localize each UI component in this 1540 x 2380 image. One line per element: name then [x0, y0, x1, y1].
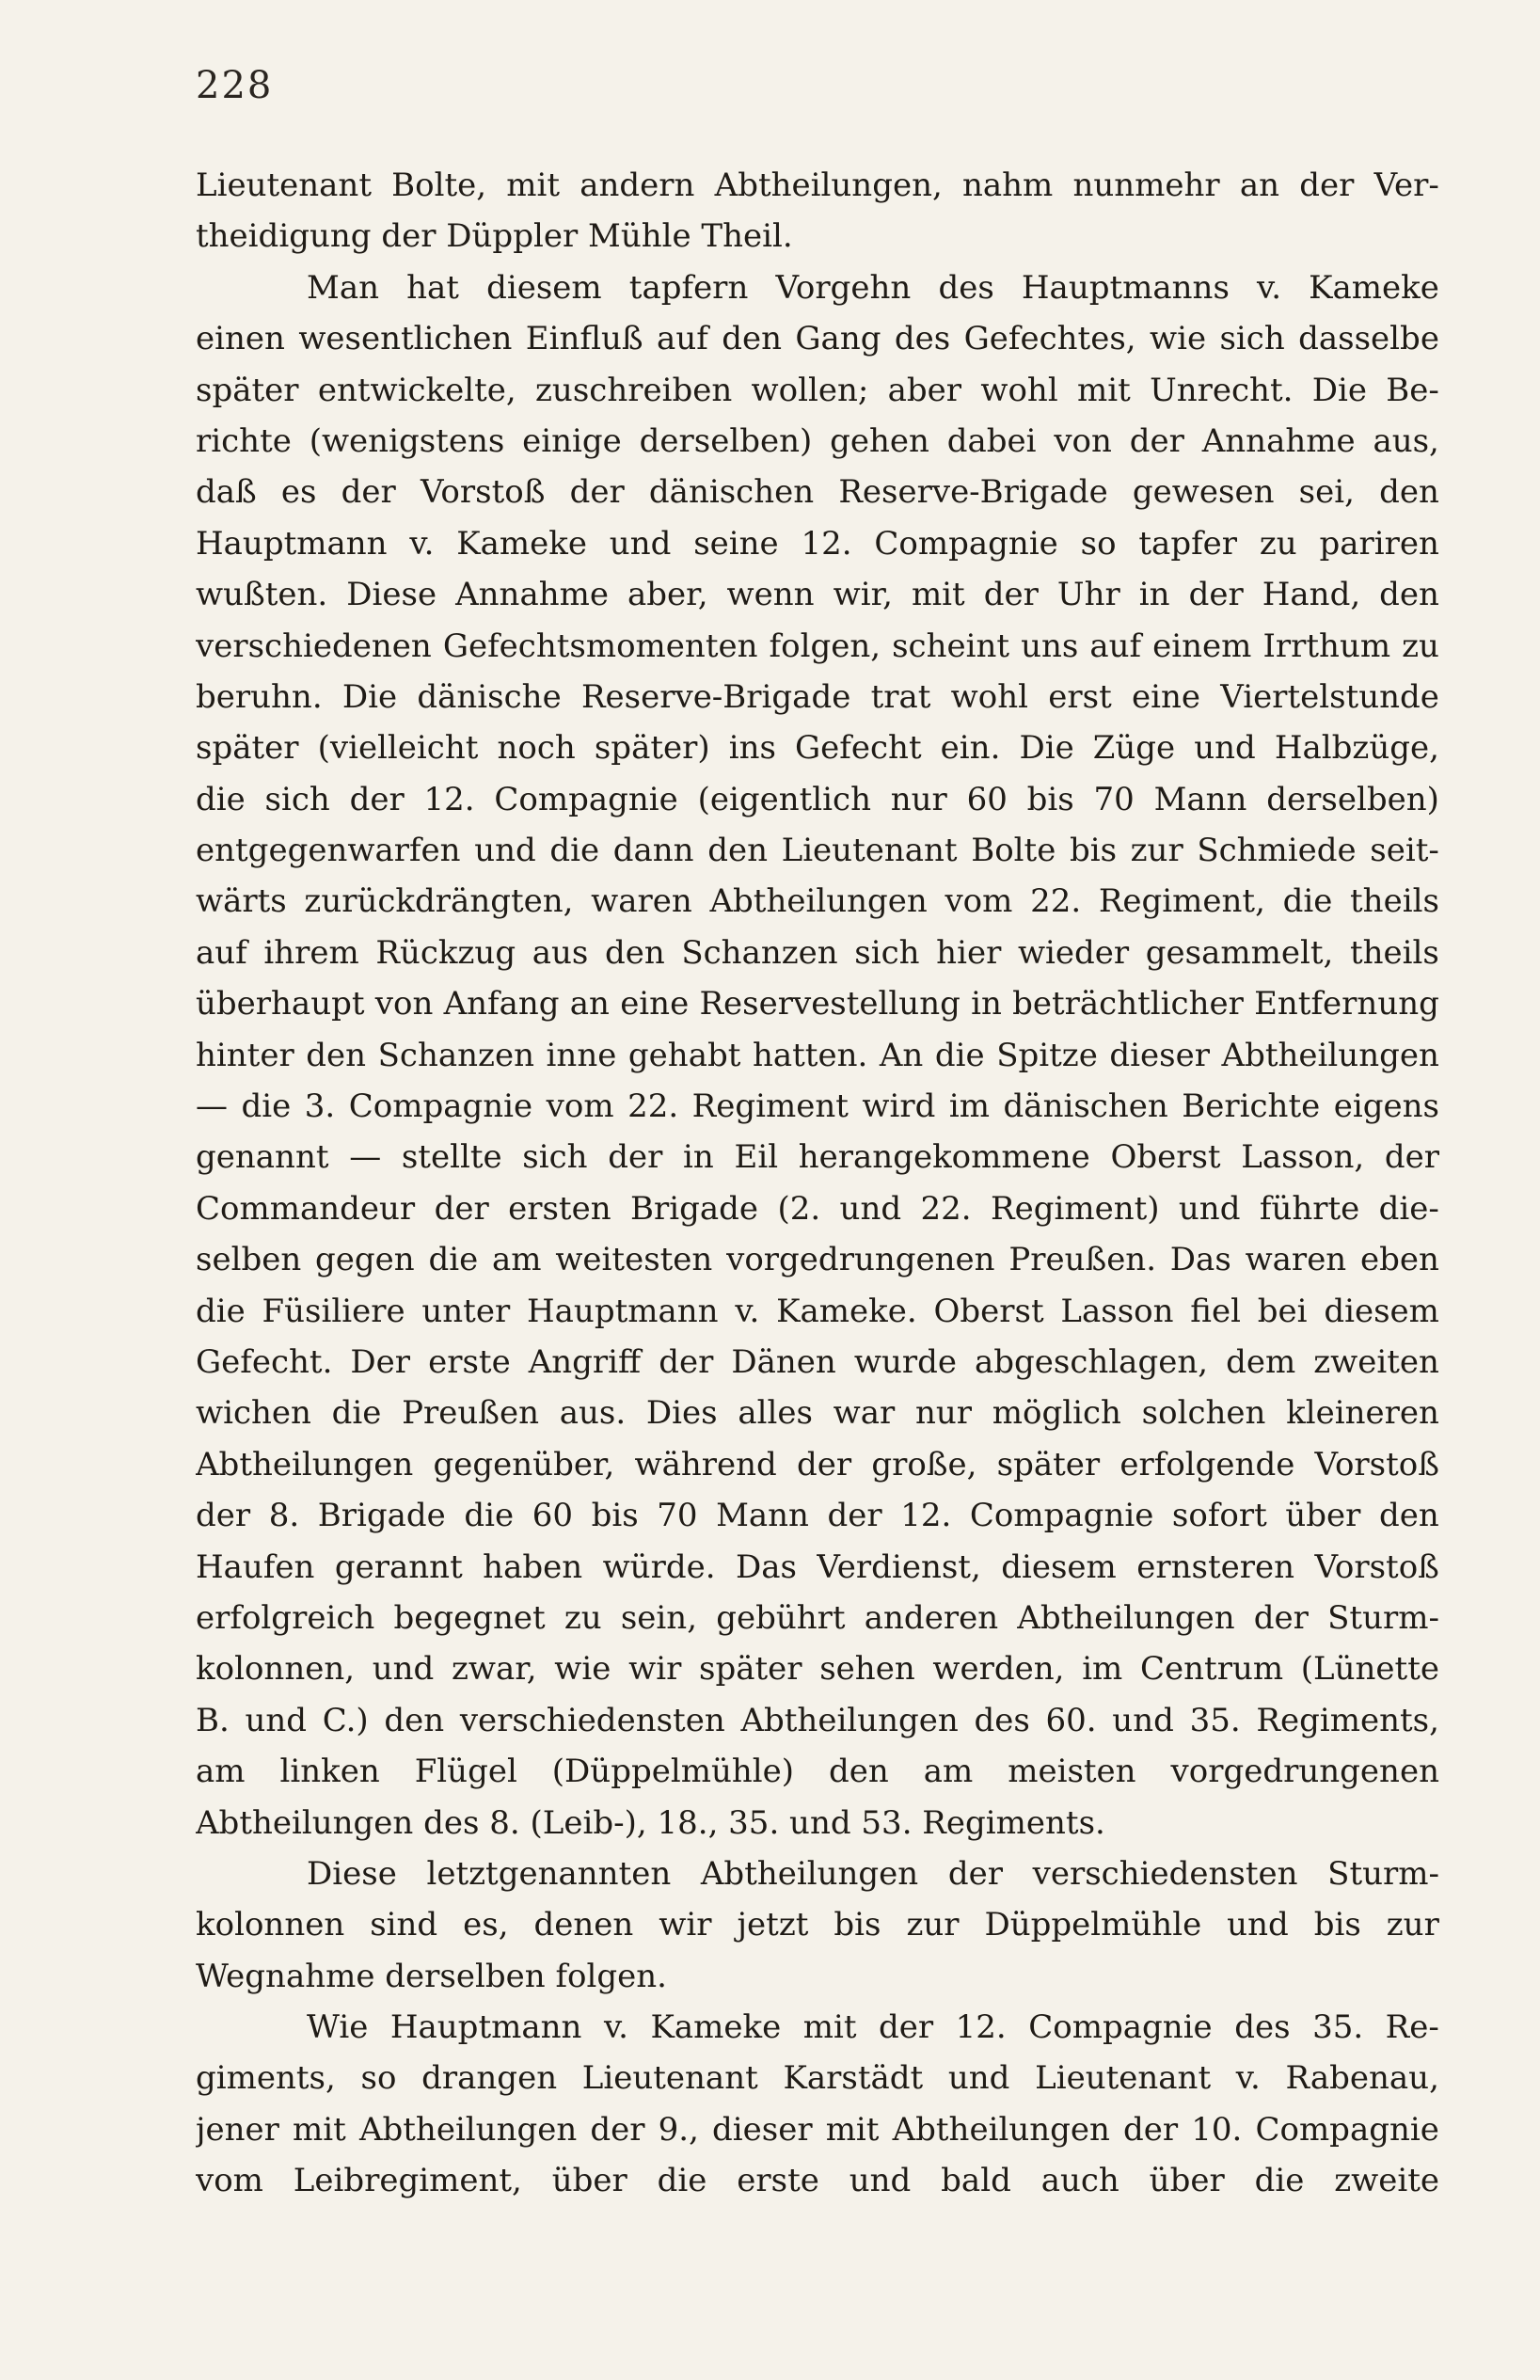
text-line: einen wesentlichen Einfluß auf den Gang des Gefechtes, wie sich dasselbe	[196, 320, 1439, 358]
text-line: die Füsiliere unter Hauptmann v. Kameke. Oberst Lasson fiel bei diesem	[196, 1292, 1439, 1330]
text-line: genannt — stellte sich der in Eil herangekommene Oberst Lasson, der	[196, 1138, 1439, 1177]
text-line: — die 3. Compagnie vom 22. Regiment wird im dänischen Berichte eigens	[196, 1087, 1439, 1126]
text-line: kolonnen, und zwar, wie wir später sehen werden, im Centrum (Lünette	[196, 1650, 1439, 1689]
text-line: später (vielleicht noch später) ins Gefecht ein. Die Züge und Halbzüge,	[196, 729, 1439, 768]
text-line: jener mit Abtheilungen der 9., dieser mit Abtheilungen der 10. Compagnie	[196, 2110, 1439, 2149]
text-line: richte (wenigstens einige derselben) gehen dabei von der Annahme aus,	[196, 421, 1439, 460]
text-line: theidigung der Düppler Mühle Theil.	[196, 217, 793, 256]
text-line: Haufen gerannt haben würde. Das Verdienst, diesem ernsteren Vorstoß	[196, 1547, 1439, 1586]
text-line: wichen die Preußen aus. Dies alles war nur möglich solchen kleineren	[196, 1394, 1439, 1433]
text-line: erfolgreich begegnet zu sein, gebührt anderen Abtheilungen der Sturm-	[196, 1598, 1439, 1637]
text-line: Man hat diesem tapfern Vorgehn des Hauptmanns v. Kameke	[307, 268, 1439, 307]
text-line: wußten. Diese Annahme aber, wenn wir, mit der Uhr in der Hand, den	[196, 576, 1439, 614]
text-line: verschiedenen Gefechtsmomenten folgen, scheint uns auf einem Irrthum zu	[196, 627, 1439, 665]
text-line: Abtheilungen gegenüber, während der große, später erfolgende Vorstoß	[196, 1445, 1439, 1484]
text-line: am linken Flügel (Düppelmühle) den am meisten vorgedrungenen	[196, 1753, 1439, 1791]
text-line: vom Leibregiment, über die erste und bald auch über die zweite	[196, 2162, 1439, 2200]
text-line: Wie Hauptmann v. Kameke mit der 12. Compagnie des 35. Re-	[307, 2008, 1439, 2047]
body-text	[196, 160, 1439, 2207]
text-line: wärts zurückdrängten, waren Abtheilungen vom 22. Regiment, die theils	[196, 882, 1439, 921]
text-line: Gefecht. Der erste Angriff der Dänen wurde abgeschlagen, dem zweiten	[196, 1342, 1439, 1381]
text-line: hinter den Schanzen inne gehabt hatten. An die Spitze dieser Abtheilungen	[196, 1036, 1439, 1074]
text-line: Abtheilungen des 8. (Leib-), 18., 35. und 53. Regiments.	[196, 1803, 1105, 1842]
text-line: Hauptmann v. Kameke und seine 12. Compagnie so tapfer zu pariren	[196, 524, 1439, 563]
page-number: 228	[196, 64, 274, 107]
text-line: die sich der 12. Compagnie (eigentlich nur 60 bis 70 Mann derselben)	[196, 780, 1439, 818]
text-line: Diese letztgenannten Abtheilungen der verschiedensten Sturm-	[307, 1854, 1439, 1893]
text-line: giments, so drangen Lieutenant Karstädt und Lieutenant v. Rabenau,	[196, 2059, 1439, 2098]
text-line: der 8. Brigade die 60 bis 70 Mann der 12. Compagnie sofort über den	[196, 1497, 1439, 1535]
text-line: entgegenwarfen und die dann den Lieutenant Bolte bis zur Schmiede seit-	[196, 832, 1439, 870]
text-line: Lieutenant Bolte, mit andern Abtheilungen, nahm nunmehr an der Ver-	[196, 167, 1439, 204]
text-line: kolonnen sind es, denen wir jetzt bis zur Düppelmühle und bis zur	[196, 1906, 1439, 1944]
text-line: überhaupt von Anfang an eine Reservestellung in beträchtlicher Entfernung	[196, 985, 1439, 1023]
text-line: Commandeur der ersten Brigade (2. und 22. Regiment) und führte die-	[196, 1189, 1439, 1228]
text-line: Wegnahme derselben folgen.	[196, 1957, 667, 1995]
text-line: beruhn. Die dänische Reserve-Brigade trat wohl erst eine Viertelstunde	[196, 677, 1439, 716]
text-line: B. und C.) den verschiedensten Abtheilungen des 60. und 35. Regiments,	[196, 1701, 1439, 1739]
text-line: daß es der Vorstoß der dänischen Reserve-Brigade gewesen sei, den	[196, 473, 1439, 512]
text-line: auf ihrem Rückzug aus den Schanzen sich hier wieder gesammelt, theils	[196, 933, 1439, 972]
text-line: selben gegen die am weitesten vorgedrungenen Preußen. Das waren eben	[196, 1241, 1439, 1279]
text-line: später entwickelte, zuschreiben wollen; aber wohl mit Unrecht. Die Be-	[196, 371, 1439, 409]
